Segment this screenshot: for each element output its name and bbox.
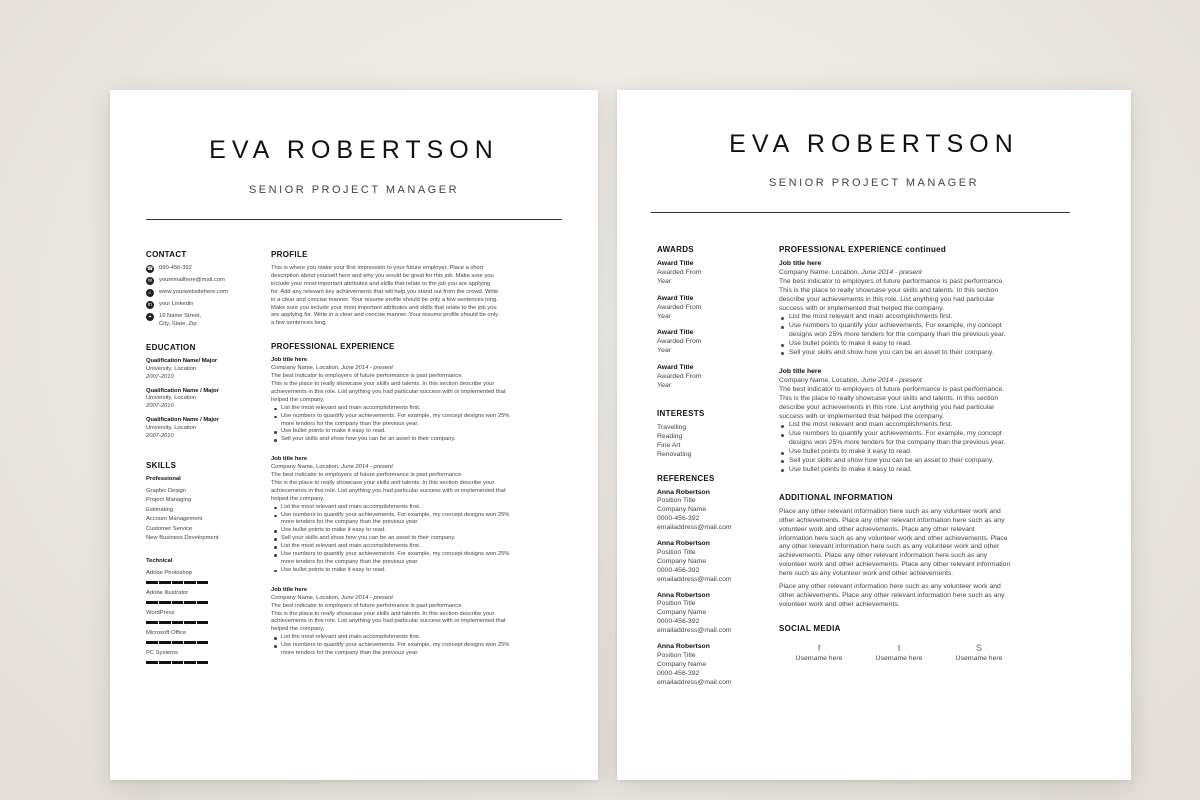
social-username: Username here (795, 654, 843, 662)
technical-skill-name: PC Systems (146, 649, 178, 656)
job-bullet-line: Use numbers to quantify your achievements. For example, my concept (789, 430, 1002, 438)
award-year: Year (657, 277, 671, 285)
additional-line: volunteer work and other achievements. Place any other relevant information (779, 561, 1011, 569)
job-bullet-line: List the most relevant and main accomplishments first. (789, 313, 953, 321)
award-from: Awarded From (657, 303, 702, 311)
contact-list (146, 265, 258, 329)
professional-skills-list (146, 488, 258, 543)
contact-heading: CONTACT (146, 250, 187, 259)
job-bullet (281, 405, 561, 413)
right-column (779, 245, 1079, 664)
additional-line: any other relevant information here such as any volunteer work and other (779, 543, 1000, 551)
job-description-line: The best indicator to employers of future performance is past performance. (271, 373, 464, 380)
award-year: Year (657, 312, 671, 320)
job-description-line: The best indicator to employers of future performance is past performance. (271, 602, 464, 609)
resume-name: EVA ROBERTSON (729, 130, 1019, 158)
additional-line: Place any other relevant information here such as any volunteer work and (779, 507, 1001, 515)
reference-item (657, 540, 767, 585)
job-dates: June 2014 - present (861, 376, 922, 384)
job-bullet (789, 322, 1079, 340)
award-title: Award Title (657, 329, 694, 337)
additional-line: information here such as any volunteer work and other achievements. Place (779, 534, 1008, 542)
contact-text (159, 313, 201, 329)
tumblr-icon: t (897, 642, 901, 653)
award-year: Year (657, 347, 671, 355)
job-bullet-line: List the most relevant and main accomplishments first. (281, 503, 421, 510)
job-bullet-line: Use numbers to quantify your achievements. For example, my concept designs won 25% (281, 642, 510, 649)
reference-email: emailaddress@mail.com (657, 627, 732, 635)
reference-item (657, 592, 767, 637)
reference-company: Company Name (657, 506, 707, 514)
award-from: Awarded From (657, 373, 702, 381)
job-bullets (271, 634, 561, 658)
job-bullet (281, 551, 561, 567)
header-divider (651, 212, 1070, 213)
education-qualification: Qualification Name / Major (146, 417, 219, 424)
resume-page-2 (617, 90, 1131, 780)
job-bullet-line: Use bullet points to make it easy to read. (281, 428, 386, 435)
job-description-line: achievements in this role. List anything you had particular success with or implemented that (271, 388, 506, 395)
social-media-heading: SOCIAL MEDIA (779, 623, 841, 633)
technical-skill-name: Adobe Photoshop (146, 570, 193, 577)
experience-list (271, 357, 561, 658)
profile-line: in a clear and concise manner. Your resume profile should be only a few sentences long. (271, 296, 498, 303)
job-bullets (779, 313, 1079, 358)
social-username: Username here (955, 654, 1003, 662)
job-description-line: describe your achievements in this role. List anything you had particular (779, 403, 995, 411)
job-company-line (271, 365, 561, 373)
education-item (146, 358, 258, 382)
reference-phone: 0000-456-392 (657, 566, 700, 574)
profile-line: include your most important attributes and skills that relate to the job you are applying (271, 280, 491, 287)
job-entry (271, 587, 561, 658)
job-dates: June 2014 - present (341, 464, 393, 471)
reference-company: Company Name (657, 557, 707, 565)
additional-info-heading: ADDITIONAL INFORMATION (779, 492, 893, 502)
experience-list (779, 260, 1079, 475)
job-bullet (789, 421, 1079, 430)
job-bullet (281, 504, 561, 512)
job-description-line: The best indicator to employers of future performance is past performance. (779, 277, 1005, 285)
additional-line: volunteer work and other achievements. Place any other relevant (779, 525, 975, 533)
additional-info-paragraph (779, 508, 1079, 579)
job-entry (779, 368, 1079, 475)
contact-item (146, 265, 258, 273)
awards-list (657, 260, 767, 391)
reference-position: Position Title (657, 652, 696, 659)
additional-line: here such as any volunteer work and other achievements. (779, 570, 954, 578)
reference-name: Anna Robertson (657, 591, 710, 599)
interest-item: Fine Art (657, 441, 681, 449)
job-entry (271, 456, 561, 575)
profile-line: a few sentences long. (271, 320, 328, 327)
job-company: Company Name, Location, (779, 376, 862, 384)
job-bullet (281, 543, 561, 551)
job-bullet (281, 634, 561, 642)
right-column (271, 250, 561, 670)
job-bullet (789, 313, 1079, 322)
awards-heading: AWARDS (657, 245, 694, 254)
job-bullet-line: Use numbers to quantify your achievements. For example, my concept designs won 25% (281, 551, 510, 558)
job-bullet-line: more tenders for the company than the previous year. (281, 519, 419, 526)
reference-position: Position Title (657, 497, 696, 505)
technical-skills-list (146, 570, 258, 664)
job-bullet (789, 340, 1079, 349)
additional-line: other achievements. Place any other relevant information here such as any (779, 592, 1005, 599)
skill-level-bar (146, 641, 208, 644)
contact-text (159, 277, 225, 285)
job-company-line (271, 595, 561, 603)
interest-item: Renovating (657, 450, 692, 458)
reference-phone: 0000-456-392 (657, 618, 700, 626)
professional-skill: New Business Development (146, 534, 219, 541)
reference-email: emailaddress@mail.com (657, 575, 732, 583)
profile-line: description about yourself here and why you would be great for this job. Make sure you (271, 272, 494, 279)
job-bullets (271, 405, 561, 445)
job-company-line (779, 269, 1079, 278)
resume-page-1 (110, 90, 598, 780)
job-description-line: success with or implemented that helped the company. (779, 412, 944, 420)
interest-item: Reading (657, 432, 683, 440)
job-company-line (271, 464, 561, 472)
education-years: 2007-2010 (146, 433, 174, 440)
job-dates: June 2014 - present (861, 268, 922, 276)
skill-level-bar (146, 661, 208, 664)
job-description-line: This is the place to really showcase your skills and talents. In this section (779, 286, 999, 294)
profile-heading: PROFILE (271, 250, 308, 259)
resume-name: EVA ROBERTSON (209, 136, 499, 164)
additional-line: achievements. Place any other relevant information here such as any (779, 552, 988, 560)
contact-value: www.yourwebsitehere.com (159, 289, 228, 295)
contact-value: your Linkedin (159, 301, 194, 307)
education-school: University, Location (146, 425, 197, 432)
award-year: Year (657, 381, 671, 389)
job-title: Job title here (271, 357, 308, 364)
education-years: 2007-2010 (146, 373, 174, 380)
job-bullet (281, 567, 561, 575)
job-title: Job title here (271, 586, 308, 593)
education-heading: EDUCATION (146, 342, 196, 352)
reference-name: Anna Robertson (657, 488, 710, 496)
job-bullet-line: Sell your skills and show how you can be an asset to their company. (789, 349, 994, 357)
resume-role: SENIOR PROJECT MANAGER (248, 184, 460, 196)
location-icon: ⌖ (146, 313, 154, 321)
award-item (657, 364, 767, 391)
job-bullet-line: more tenders for the company than the previous year. (281, 559, 419, 565)
reference-company: Company Name (657, 660, 707, 668)
profile-line: for. Add any relevant key achievements that will help you stand out from the crowd. Write (271, 288, 499, 295)
facebook-icon: f (817, 642, 821, 653)
education-school: University, Location (146, 365, 197, 372)
job-dates: June 2014 - present (341, 365, 393, 372)
job-bullet-line: Sell your skills and show how you can be an asset to their company. (789, 457, 994, 465)
reference-name: Anna Robertson (657, 643, 710, 651)
job-bullet (281, 527, 561, 535)
job-bullet-line: Use numbers to quantify your achievements. For example, my concept designs won 25% (281, 511, 510, 518)
job-bullet (281, 535, 561, 543)
website-icon: ⌂ (146, 289, 154, 297)
job-bullet (789, 349, 1079, 358)
job-bullet-line: Sell your skills and show how you can be an asset to their company. (281, 436, 456, 443)
reference-phone: 0000-456-392 (657, 669, 700, 677)
award-title: Award Title (657, 260, 694, 267)
job-description-line: helped the company. (271, 495, 325, 502)
reference-item (657, 643, 767, 688)
job-description-line: This is the place to really showcase your skills and talents. In this section describe your (271, 479, 495, 486)
job-bullet (281, 413, 561, 429)
professional-skill: Graphic Design (146, 487, 186, 494)
award-item (657, 295, 767, 322)
contact-item (146, 277, 258, 285)
job-bullet (281, 642, 561, 658)
education-item (146, 388, 258, 412)
professional-skill: Account Management (146, 516, 203, 523)
job-description-line: This is the place to really showcase your skills and talents. In this section describe your (271, 380, 495, 387)
job-bullet (789, 466, 1079, 475)
job-bullet-line: Use bullet points to make it easy to read. (789, 465, 912, 473)
job-bullet (281, 512, 561, 528)
award-from: Awarded From (657, 268, 702, 276)
left-column (146, 250, 258, 670)
linkedin-icon: in (146, 301, 154, 309)
education-qualification: Qualification Name/ Major (146, 357, 218, 364)
job-company: Company Name, Location, (271, 365, 342, 372)
job-company: Company Name, Location, (271, 594, 342, 601)
job-title: Job title here (779, 367, 822, 375)
award-title: Award Title (657, 294, 694, 302)
contact-item (146, 301, 258, 309)
email-icon: ✉ (147, 278, 153, 284)
job-bullet-line: Use bullet points to make it easy to read. (789, 448, 912, 456)
left-column (657, 245, 767, 695)
job-title: Job title here (271, 456, 308, 463)
header-divider (146, 219, 562, 220)
reference-email: emailaddress@mail.com (657, 678, 732, 686)
phone-icon: ☎ (146, 266, 154, 272)
education-item (146, 417, 258, 441)
social-media-item[interactable] (956, 643, 1003, 664)
references-list (657, 489, 767, 688)
job-bullet-line: List the most relevant and main accomplishments first. (281, 404, 421, 411)
job-entry (779, 260, 1079, 358)
social-media-list (779, 643, 1019, 664)
job-company: Company Name, Location, (779, 268, 862, 276)
contact-item (146, 289, 258, 297)
job-description-line: success with or implemented that helped the company. (779, 304, 944, 312)
job-description-line: helped the company. (271, 396, 325, 403)
social-media-item[interactable] (876, 643, 923, 664)
technical-skill-name: Microsoft Office (146, 629, 187, 636)
award-item (657, 329, 767, 356)
job-entry (271, 357, 561, 444)
skills-heading: SKILLS (146, 460, 177, 470)
job-bullet-line: more tenders for the company than the previous year. (281, 420, 419, 427)
interest-item: Travelling (657, 423, 687, 431)
job-description-line: helped the company. (271, 626, 325, 633)
job-bullet-line: List the most relevant and main accomplishments first. (281, 634, 421, 641)
award-title: Award Title (657, 364, 694, 372)
job-description-line: This is the place to really showcase your skills and talents. In this section describe your (271, 610, 495, 617)
job-bullets (271, 504, 561, 575)
reference-email: emailaddress@mail.com (657, 524, 732, 532)
job-company: Company Name, Location, (271, 464, 342, 471)
contact-item (146, 313, 258, 329)
reference-position: Position Title (657, 600, 696, 608)
skills-professional-heading: Professional (146, 475, 181, 482)
professional-skill: Customer Service (146, 525, 193, 532)
additional-line: volunteer work and other achievements. (779, 600, 900, 608)
job-bullet (789, 448, 1079, 457)
contact-value: youremailhere@mail.com (159, 277, 225, 283)
education-list (146, 358, 258, 441)
job-bullet (281, 428, 561, 436)
job-company-line (779, 377, 1079, 386)
reference-item (657, 489, 767, 534)
job-description-line: The best indicator to employers of future performance is past performance. (779, 385, 1005, 393)
job-bullet-line: Use bullet points to make it easy to read. (789, 340, 912, 348)
job-description-line: describe your achievements in this role. List anything you had particular (779, 295, 995, 303)
technical-skill-name: WordPress (146, 610, 175, 617)
additional-line: Place any other relevant information here such as any volunteer work and (779, 583, 1001, 591)
additional-info-paragraph (779, 583, 1079, 610)
profile-line: are applying for. Write in a clear and concise manner. Your resume profile should be only (271, 312, 499, 319)
reference-position: Position Title (657, 548, 696, 556)
contact-value: City, State, Zip (159, 320, 197, 327)
skill-level-bar (146, 601, 208, 604)
education-qualification: Qualification Name / Major (146, 387, 219, 394)
skill-level-bar (146, 581, 208, 584)
contact-text (159, 265, 192, 273)
award-item (657, 260, 767, 287)
job-bullet-line: more tenders for the company than the previous year. (281, 650, 419, 657)
education-school: University, Location (146, 395, 197, 402)
contact-text (159, 289, 228, 297)
experience-heading: PROFESSIONAL EXPERIENCE (271, 342, 395, 352)
interests-heading: INTERESTS (657, 408, 705, 418)
professional-skill: Project Managing (146, 497, 192, 504)
job-bullet-line: Use numbers to quantify your achievements. For example, my concept designs won 25% (281, 412, 510, 419)
job-description-line: achievements in this role. List anything you had particular success with or implemented that (271, 487, 506, 494)
job-bullet (789, 430, 1079, 448)
reference-name: Anna Robertson (657, 540, 710, 548)
technical-skill-name: Adobe Illustrator (146, 590, 189, 597)
job-description-line: achievements in this role. List anything you had particular success with or implemented that (271, 618, 506, 625)
references-heading: REFERENCES (657, 473, 715, 483)
skills-technical-heading: Technical (146, 558, 173, 565)
job-bullet-line: designs won 25% more tenders for the company than the previous year. (789, 439, 1006, 447)
profile-line: Make sure you include your most important attributes and skills that relate to the job you (271, 304, 497, 311)
job-dates: June 2014 - present (341, 594, 393, 601)
job-bullet-line: List the most relevant and main accomplishments first. (281, 543, 421, 550)
professional-skill: Estimating (146, 506, 174, 513)
job-bullet-line: designs won 25% more tenders for the company than the previous year. (789, 331, 1006, 339)
profile-line: This is where you make your first impression to your future employer. Place a short (271, 265, 484, 271)
skill-level-bar (146, 621, 208, 624)
skype-icon: S (975, 642, 982, 653)
job-bullet-line: Use numbers to quantify your achievements. For example, my concept (789, 322, 1002, 330)
contact-value: 16 Name Street, (159, 313, 202, 319)
job-bullet-line: List the most relevant and main accomplishments first. (789, 421, 953, 429)
additional-line: other achievements. Place any other relevant information here such as any (779, 516, 1005, 524)
resume-role: SENIOR PROJECT MANAGER (768, 177, 980, 189)
reference-company: Company Name (657, 609, 707, 617)
award-from: Awarded From (657, 338, 702, 346)
job-bullet (281, 436, 561, 444)
social-media-item[interactable] (796, 643, 843, 664)
job-title: Job title here (779, 260, 822, 267)
job-bullet-line: Use bullet points to make it easy to read. (281, 566, 386, 573)
social-username: Username here (875, 654, 923, 662)
job-bullets (779, 421, 1079, 474)
contact-text (159, 301, 193, 309)
reference-phone: 0000-456-392 (657, 515, 700, 523)
job-description-line: This is the place to really showcase your skills and talents. In this section (779, 394, 999, 402)
experience-continued-heading: PROFESSIONAL EXPERIENCE continued (779, 245, 947, 254)
job-description-line: The best indicator to employers of future performance is past performance. (271, 472, 464, 479)
job-bullet-line: Sell your skills and show how you can be an asset to their company. (281, 535, 456, 542)
job-bullet-line: Use bullet points to make it easy to read. (281, 527, 386, 534)
profile-text (271, 265, 561, 328)
contact-value: 090-456-392 (159, 265, 192, 271)
education-years: 2007-2010 (146, 403, 174, 410)
job-bullet (789, 457, 1079, 466)
interests-list (657, 424, 767, 460)
